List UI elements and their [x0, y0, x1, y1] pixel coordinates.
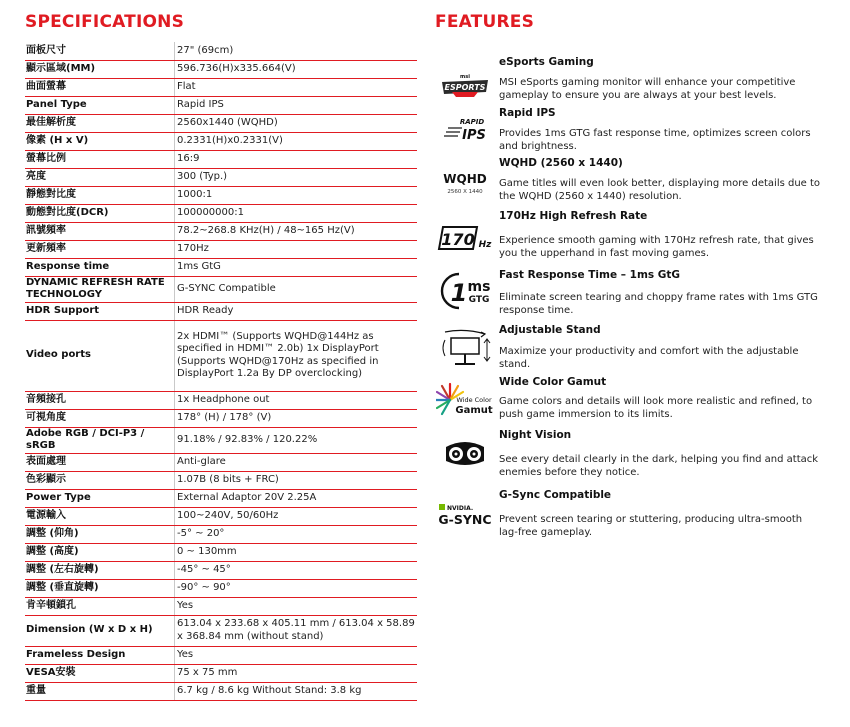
feature-desc: Prevent screen tearing or stuttering, producing ultra-smooth lag-free gameplay.: [499, 514, 803, 538]
feature-title: WQHD (2560 x 1440): [499, 157, 623, 169]
esports-icon-msi: msi: [460, 74, 470, 80]
spec-label: 訊號頻率: [25, 222, 175, 240]
feature-desc: See every detail clearly in the dark, helping you find and attack enemies before they notice.: [499, 454, 819, 478]
spec-value: 1x Headphone out: [175, 391, 418, 409]
spec-row: [25, 240, 417, 258]
feature-title: Adjustable Stand: [499, 324, 601, 336]
gsync-icon-nvidia: NVIDIA.: [447, 505, 474, 512]
feature-desc: Maximize your productivity and comfort with the adjustable stand.: [499, 346, 799, 370]
spec-label: 色彩顯示: [25, 471, 175, 489]
spec-label: DYNAMIC REFRESH RATE TECHNOLOGY: [25, 276, 175, 302]
spec-row: [25, 132, 417, 150]
spec-label: HDR Support: [25, 302, 175, 320]
spec-row: [25, 186, 417, 204]
spec-value: Yes: [175, 597, 418, 615]
spec-label: 像素 (H x V): [25, 132, 175, 150]
spec-label: 靜態對比度: [25, 186, 175, 204]
1ms-icon-one: 1: [450, 279, 468, 307]
spec-value: 300 (Typ.): [175, 168, 418, 186]
adjustable-stand-icon: [436, 326, 494, 370]
spec-value: 91.18% / 92.83% / 120.22%: [175, 427, 418, 453]
spec-label: 調整 (左右旋轉): [25, 561, 175, 579]
gsync-icon: [436, 497, 494, 533]
spec-value: Flat: [175, 78, 418, 96]
spec-value: 100000000:1: [175, 204, 418, 222]
spec-row: [25, 222, 417, 240]
wqhd-icon-res: 2560 X 1440: [447, 189, 483, 195]
spec-label: 調整 (垂直旋轉): [25, 579, 175, 597]
gamut-icon-top: Wide Color: [456, 396, 492, 404]
spec-row: [25, 78, 417, 96]
wqhd-icon-word: WQHD: [443, 172, 487, 186]
spec-label: 調整 (高度): [25, 543, 175, 561]
spec-value: 613.04 x 233.68 x 405.11 mm / 613.04 x 58.89 x 368.84 mm (without stand): [175, 615, 418, 646]
spec-label: 曲面螢幕: [25, 78, 175, 96]
spec-row: [25, 489, 417, 507]
spec-label: 螢幕比例: [25, 150, 175, 168]
170-icon-num: 170: [441, 230, 475, 249]
spec-row: [25, 204, 417, 222]
spec-label: 動態對比度(DCR): [25, 204, 175, 222]
spec-value: 78.2~268.8 KHz(H) / 48~165 Hz(V): [175, 222, 418, 240]
wide-color-gamut-icon: [436, 380, 494, 420]
170-icon-hz: Hz: [478, 240, 492, 250]
spec-value: 178° (H) / 178° (V): [175, 409, 418, 427]
feature-desc: MSI eSports gaming monitor will enhance your competitive gameplay to ensure you are always at your best levels.: [499, 77, 796, 101]
spec-value: 100~240V, 50/60Hz: [175, 507, 418, 525]
spec-label: 更新頻率: [25, 240, 175, 258]
spec-label: 面板尺寸: [25, 42, 175, 60]
spec-label: 肯辛頓鎖孔: [25, 597, 175, 615]
1ms-icon-gtg: GTG: [468, 295, 490, 305]
esports-icon-word: ESPORTS: [444, 83, 486, 92]
feature-desc: Experience smooth gaming with 170Hz refresh rate, that gives you the upperhand in fast moving games.: [499, 235, 814, 259]
spec-value: 2560x1440 (WQHD): [175, 114, 418, 132]
spec-row: [25, 507, 417, 525]
170hz-icon: [436, 220, 494, 256]
spec-row: [25, 471, 417, 489]
spec-row: [25, 646, 417, 664]
feature-title: Night Vision: [499, 429, 572, 441]
spec-value: -5° ~ 20°: [175, 525, 418, 543]
spec-label: Power Type: [25, 489, 175, 507]
feature-desc: Game colors and details will look more realistic and refined, to push game immersion to its limits.: [499, 396, 813, 420]
1ms-icon-ms: ms: [467, 279, 491, 295]
spec-row: [25, 543, 417, 561]
spec-label: Video ports: [25, 320, 175, 391]
spec-value: 0.2331(H)x0.2331(V): [175, 132, 418, 150]
rapid-ips-icon: [436, 111, 494, 147]
spec-value: Yes: [175, 646, 418, 664]
specifications-heading: SPECIFICATIONS: [25, 12, 185, 32]
spec-row: [25, 525, 417, 543]
1ms-gtg-icon: [436, 271, 494, 311]
spec-label: 顯示區域(MM): [25, 60, 175, 78]
spec-value: Rapid IPS: [175, 96, 418, 114]
spec-label: 最佳解析度: [25, 114, 175, 132]
spec-value: HDR Ready: [175, 302, 418, 320]
gsync-icon-word: G-SYNC: [438, 512, 492, 527]
feature-title: 170Hz High Refresh Rate: [499, 210, 648, 222]
spec-label: Frameless Design: [25, 646, 175, 664]
gamut-icon-word: Gamut: [455, 405, 493, 416]
rapid-icon-top: RAPID: [459, 118, 485, 126]
spec-label: 可視角度: [25, 409, 175, 427]
spec-row: [25, 42, 417, 60]
spec-label: Panel Type: [25, 96, 175, 114]
spec-label: VESA安裝: [25, 664, 175, 682]
spec-row: [25, 258, 417, 276]
spec-value: 170Hz: [175, 240, 418, 258]
feature-title: Fast Response Time – 1ms GtG: [499, 269, 681, 281]
spec-row: [25, 114, 417, 132]
spec-row: [25, 60, 417, 78]
spec-row: [25, 682, 417, 700]
spec-value: 27" (69cm): [175, 42, 418, 60]
spec-value: 0 ~ 130mm: [175, 543, 418, 561]
spec-row: [25, 320, 417, 391]
spec-row: [25, 579, 417, 597]
spec-row: [25, 391, 417, 409]
spec-row: [25, 409, 417, 427]
spec-value: 1.07B (8 bits + FRC): [175, 471, 418, 489]
spec-row: [25, 96, 417, 114]
spec-value: 75 x 75 mm: [175, 664, 418, 682]
rapid-icon-ips: IPS: [462, 128, 486, 143]
spec-value: 2x HDMI™ (Supports WQHD@144Hz as specified in HDMI™ 2.0b) 1x DisplayPort (Supports WQHD@170Hz as specified in DisplayPort 1.2a By DP overclocking): [175, 320, 418, 391]
spec-row: [25, 453, 417, 471]
spec-value: 6.7 kg / 8.6 kg Without Stand: 3.8 kg: [175, 682, 418, 700]
spec-label: Adobe RGB / DCI-P3 / sRGB: [25, 427, 175, 453]
spec-value: 16:9: [175, 150, 418, 168]
spec-value: 1000:1: [175, 186, 418, 204]
spec-row: [25, 150, 417, 168]
feature-title: Rapid IPS: [499, 107, 556, 119]
spec-label: 重量: [25, 682, 175, 700]
spec-value: 1ms GtG: [175, 258, 418, 276]
spec-row: [25, 168, 417, 186]
esports-logo-icon: [436, 68, 494, 104]
spec-label: 表面處理: [25, 453, 175, 471]
spec-label: Dimension (W x D x H): [25, 615, 175, 646]
spec-row: [25, 664, 417, 682]
features-heading: FEATURES: [435, 12, 535, 32]
spec-value: 596.736(H)x335.664(V): [175, 60, 418, 78]
spec-value: -90° ~ 90°: [175, 579, 418, 597]
spec-table: [25, 42, 417, 701]
spec-row: [25, 597, 417, 615]
spec-label: Response time: [25, 258, 175, 276]
feature-title: G-Sync Compatible: [499, 489, 612, 501]
spec-value: External Adaptor 20V 2.25A: [175, 489, 418, 507]
wqhd-icon: [436, 165, 494, 201]
night-vision-icon: [436, 435, 494, 471]
spec-row: [25, 615, 417, 646]
spec-label: 亮度: [25, 168, 175, 186]
feature-desc: Eliminate screen tearing and choppy frame rates with 1ms GTG response time.: [499, 292, 818, 316]
spec-label: 音頻接孔: [25, 391, 175, 409]
spec-label: 電源輸入: [25, 507, 175, 525]
feature-desc: Provides 1ms GTG fast response time, optimizes screen colors and brightness.: [499, 128, 811, 152]
spec-row: [25, 561, 417, 579]
spec-value: G-SYNC Compatible: [175, 276, 418, 302]
spec-value: Anti-glare: [175, 453, 418, 471]
spec-row: [25, 427, 417, 453]
spec-label: 調整 (仰角): [25, 525, 175, 543]
feature-desc: Game titles will even look better, displaying more details due to the WQHD (2560 x 1440) resolution.: [499, 178, 821, 202]
feature-title: eSports Gaming: [499, 56, 594, 68]
spec-value: -45° ~ 45°: [175, 561, 418, 579]
feature-title: Wide Color Gamut: [499, 376, 607, 388]
spec-row: [25, 276, 417, 302]
spec-row: [25, 302, 417, 320]
